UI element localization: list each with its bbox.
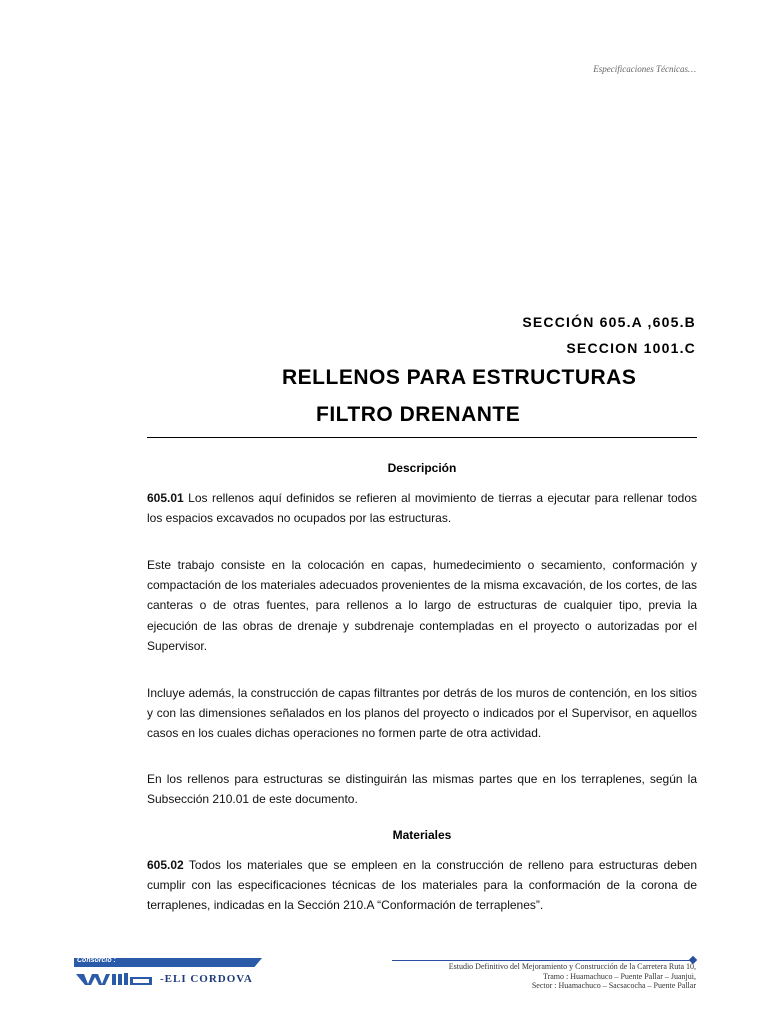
paragraph-605-01: [147, 488, 697, 528]
consortium-mark-icon: [76, 972, 160, 986]
footer-project-info: [449, 962, 696, 991]
paragraph-text: Todos los materiales que se empleen en la construcción de relleno para estructuras deben cumplir con las especificaciones técnicas de los materiales para la conformación de la corona de terraplenes, indicadas en la Sección 210.A “Conformación de terraplenes”.: [147, 858, 697, 913]
running-head: Especificaciones Técnicas…: [593, 64, 696, 74]
descripcion-heading: Descripción: [387, 461, 457, 475]
title-divider: [147, 437, 697, 438]
clause-number: 605.02: [147, 858, 184, 872]
consortium-logo: [74, 958, 264, 988]
footer-line-2: Tramo : Huamachuco – Puente Pallar – Juanjui,: [542, 971, 696, 981]
section-number-line-2: SECCION 1001.C: [566, 340, 696, 356]
paragraph-605-02: [147, 855, 697, 916]
paragraph-text: Los rellenos aquí definidos se refieren al movimiento de tierras a ejecutar para rellenar todos los espacios excavados no ocupados por las estructuras.: [147, 491, 697, 526]
paragraph-trabajo: Este trabajo consiste en la colocación en capas, humedecimiento o secamiento, conformación y compactación de los materiales adecuados provenientes de la misma excavación, de los cortes, de las canteras o de otras fuentes, para rellenos a lo largo de estructuras de cualquier tipo, previa la ejecución de las obras de drenaje y subdrenaje contempladas en el proyecto o autorizadas por el Supervisor.: [147, 558, 697, 653]
consortium-name: -ELI CORDOVA: [160, 973, 253, 985]
materiales-heading: Materiales: [392, 828, 452, 842]
paragraph-incluye: Incluye además, la construcción de capas filtrantes por detrás de los muros de contención, en los sitios y con las dimensiones señalados en los planos del proyecto o indicados por el Supervisor, en aquellos casos en los cuales dichas operaciones no formen parte de otra actividad.: [147, 686, 697, 741]
section-number-line-1: SECCIÓN 605.A ,605.B: [522, 314, 696, 330]
clause-number: 605.01: [147, 491, 184, 505]
footer-line-1: Estudio Definitivo del Mejoramiento y Construcción de la Carretera Ruta 10,: [448, 962, 696, 971]
paragraph-rellenos: En los rellenos para estructuras se distinguirán las mismas partes que en los terraplenes, según la Subsección 210.01 de este documento.: [147, 772, 697, 807]
footer-line-3: Sector : Huamachuco – Sacsacocha – Puente Pallar: [531, 981, 696, 990]
footer-divider: [392, 960, 694, 961]
section-title-line-2: FILTRO DRENANTE: [316, 403, 521, 426]
logo-label: Consorcio :: [77, 957, 116, 964]
section-title-line-1: RELLENOS PARA ESTRUCTURAS: [282, 366, 637, 389]
